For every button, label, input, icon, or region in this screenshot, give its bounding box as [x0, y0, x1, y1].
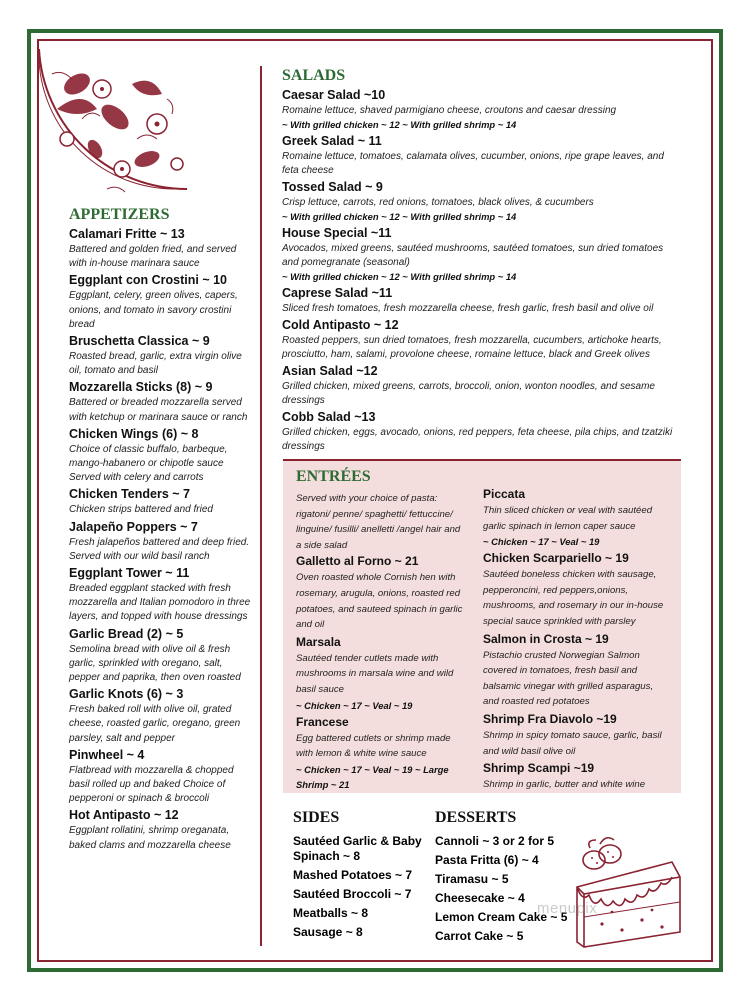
salads-section: [282, 66, 682, 455]
item-name: Francese: [296, 714, 349, 729]
dessert-item: Tiramasu ~ 5: [435, 872, 509, 886]
item-desc: Roasted bread, garlic, extra virgin olive oil, tomato and basil: [69, 351, 242, 377]
item-options: ~ Chicken ~ 17 ~ Veal ~ 19: [296, 699, 413, 711]
menu-item: [69, 226, 254, 271]
dessert-item: Cheesecake ~ 4: [435, 891, 525, 905]
menu-item: [296, 634, 468, 713]
item-desc: Grilled chicken, eggs, avocado, onions, red peppers, feta cheese, pila chips, and tzatziki dressings: [282, 427, 673, 452]
menu-item: [483, 486, 671, 549]
dessert-item: Carrot Cake ~ 5: [435, 929, 524, 943]
desserts-section: [435, 808, 598, 948]
item-desc: Egg battered cutlets or shrimp made with lemon & white wine sauce: [296, 732, 451, 760]
dessert-item: Lemon Cream Cake ~ 5: [435, 910, 568, 924]
item-desc: Thin sliced chicken or veal with sautéed garlic spinach in lemon caper sauce: [483, 505, 653, 532]
item-name: Calamari Fritte ~ 13: [69, 227, 185, 241]
item-desc: Avocados, mixed greens, sautéed mushrooms, sautéed tomatoes, sun dried tomatoes and pomegranate (seasonal): [282, 243, 664, 268]
menu-item: [282, 133, 682, 178]
entrees-right-column: [483, 486, 671, 794]
item-desc: Fresh baked roll with olive oil, grated cheese, roasted garlic, oregano, green parsley, salt and pepper: [69, 704, 241, 744]
item-desc: Sliced fresh tomatoes, fresh mozzarella cheese, fresh garlic, fresh basil and olive oil: [282, 303, 654, 314]
menu-item: [483, 711, 671, 759]
item-desc: Pistachio crusted Norwegian Salmon covered in tomatoes, fresh basil and balsamic vinegar with grilled asparagus, and roasted red potatoes: [483, 649, 654, 708]
item-options: ~ Chicken ~ 17 ~ Veal ~ 19: [483, 536, 600, 548]
menu-item: [296, 714, 468, 792]
menu-item: [69, 565, 254, 625]
item-name: Shrimp Scampi ~19: [483, 761, 595, 776]
cake-slice-icon: [572, 832, 687, 952]
item-desc: Shrimp in garlic, butter and white wine: [483, 779, 646, 791]
desserts-heading: DESSERTS: [435, 809, 517, 826]
item-name: Tossed Salad ~ 9: [282, 180, 383, 194]
side-item: Mashed Potatoes ~ 7: [293, 868, 413, 882]
menu-item: [282, 87, 682, 132]
item-name: Piccata: [483, 487, 526, 501]
menu-item: [282, 317, 682, 362]
item-name: Garlic Knots (6) ~ 3: [69, 687, 184, 702]
side-item: Sausage ~ 8: [293, 925, 363, 939]
menu-item: [69, 272, 254, 332]
item-desc: Choice of classic buffalo, barbeque, mango-habanero or chipotle sauce Served with celery and carrots: [69, 443, 228, 484]
item-desc: Sautéed boneless chicken with sausage, pepperoncini, red peppers,onions, mushrooms, and rosemary in our in-house special sauce sprinkled with parsley: [483, 569, 664, 627]
item-name: Greek Salad ~ 11: [282, 134, 382, 148]
item-desc: Eggplant, celery, green olives, capers, onions, and tomato in savory crostini bread: [69, 290, 238, 330]
item-desc: Breaded eggplant stacked with fresh mozzarella and Italian pomodoro in three layers, and topped with house dressings: [69, 583, 251, 623]
entrees-section: [283, 459, 681, 793]
item-name: Mozzarella Sticks (8) ~ 9: [69, 380, 213, 395]
menu-item: [282, 179, 682, 224]
item-desc: Battered or breaded mozzarella served with ketchup or marinara sauce or ranch: [69, 397, 248, 423]
menu-item: [69, 379, 254, 424]
item-name: Cold Antipasto ~ 12: [282, 318, 399, 332]
item-name: Shrimp Fra Diavolo ~19: [483, 711, 617, 726]
entrees-left-column: [296, 491, 468, 793]
menu-item: [69, 519, 254, 564]
item-name: Salmon in Crosta ~ 19: [483, 631, 609, 646]
menu-item: [483, 550, 671, 629]
menu-item: [69, 626, 254, 686]
item-name: Galletto al Forno ~ 21: [296, 554, 419, 569]
watermark: menupix: [537, 900, 598, 917]
item-desc: Eggplant rollatini, shrimp oreganata, baked clams and mozzarella cheese: [69, 825, 231, 851]
column-divider: [260, 66, 262, 946]
item-name: House Special ~11: [282, 226, 392, 240]
appetizers-section: [69, 205, 254, 854]
appetizers-heading: APPETIZERS: [69, 206, 170, 223]
menu-item: [296, 553, 468, 632]
item-desc: Oven roasted whole Cornish hen with rosemary, arugula, onions, roasted red potatoes, and sauteed spinach in garlic and oil: [296, 572, 463, 631]
menu-item: [69, 486, 254, 517]
side-item: Sautéed Broccoli ~ 7: [293, 887, 412, 901]
menu-item: [483, 631, 671, 710]
item-desc: Chicken strips battered and fried: [69, 504, 213, 516]
dessert-item: Pasta Fritta (6) ~ 4: [435, 853, 539, 867]
item-name: Garlic Bread (2) ~ 5: [69, 626, 184, 641]
item-desc: Romaine lettuce, tomatoes, calamata olives, cucumber, onions, ripe grape leaves, and feta cheese: [282, 151, 664, 176]
sides-heading: SIDES: [293, 809, 340, 826]
salads-heading: SALADS: [282, 67, 346, 84]
side-item: Meatballs ~ 8: [293, 906, 369, 920]
dessert-item: Cannoli ~ 3 or 2 for 5: [435, 834, 555, 848]
item-name: Marsala: [296, 634, 341, 649]
item-name: Caprese Salad ~11: [282, 286, 393, 300]
item-desc: Roasted peppers, sun dried tomatoes, fresh mozzarella, cucumbers, artichoke hearts, prosciutto, ham, salami, provolone cheese, romaine lettuce, black and Greek olives: [282, 335, 662, 360]
item-options: ~ With grilled chicken ~ 12 ~ With grilled shrimp ~ 14: [282, 211, 517, 222]
menu-item: [483, 760, 671, 793]
item-name: Eggplant con Crostini ~ 10: [69, 273, 228, 288]
menu-item: [69, 807, 254, 852]
item-name: Chicken Tenders ~ 7: [69, 487, 190, 502]
item-desc: Romaine lettuce, shaved parmigiano cheese, croutons and caesar dressing: [282, 105, 617, 116]
item-desc: Grilled chicken, mixed greens, carrots, broccoli, onion, wonton noodles, and sesame dressings: [282, 381, 655, 406]
item-desc: Shrimp in spicy tomato sauce, garlic, basil and wild basil olive oil: [483, 729, 662, 757]
item-desc: Semolina bread with olive oil & fresh garlic, sprinkled with oregano, salt, pepper and paprika, then oven roasted: [69, 643, 241, 684]
item-name: Cobb Salad ~13: [282, 410, 376, 424]
menu-item: [282, 225, 682, 284]
salad-bowl-icon: [37, 39, 197, 199]
menu-item: [69, 333, 254, 378]
item-name: Bruschetta Classica ~ 9: [69, 334, 210, 349]
item-name: Caesar Salad ~10: [282, 88, 386, 102]
entrees-heading: ENTRÉES: [296, 468, 371, 485]
item-name: Hot Antipasto ~ 12: [69, 808, 179, 823]
item-desc: Fresh jalapeños battered and deep fried. Served with our wild basil ranch: [69, 536, 250, 562]
item-options: ~ With grilled chicken ~ 12 ~ With grilled shrimp ~ 14: [282, 271, 517, 282]
sides-section: [293, 808, 423, 944]
item-name: Jalapeño Poppers ~ 7: [69, 519, 198, 534]
menu-item: [69, 747, 254, 807]
side-item: Sautéed Garlic & Baby Spinach ~ 8: [293, 834, 422, 863]
item-desc: Crisp lettuce, carrots, red onions, tomatoes, black olives, & cucumbers: [282, 197, 594, 208]
item-name: Chicken Scarpariello ~ 19: [483, 551, 629, 566]
menu-item: [282, 409, 682, 454]
item-desc: Battered and golden fried, and served with in-house marinara sauce: [69, 244, 237, 270]
item-desc: Flatbread with mozzarella & chopped basil rolled up and baked Choice of pepperoni or spinach & broccoli: [69, 764, 234, 805]
item-options: ~ With grilled chicken ~ 12 ~ With grilled shrimp ~ 14: [282, 119, 517, 130]
item-name: Eggplant Tower ~ 11: [69, 566, 190, 581]
menu-item: [282, 363, 682, 408]
menu-item: [69, 426, 254, 486]
menu-item: [282, 285, 682, 316]
menu-item: [69, 686, 254, 746]
item-name: Pinwheel ~ 4: [69, 747, 145, 762]
item-desc: Sautéed tender cutlets made with mushrooms in marsala wine and wild basil sauce: [296, 652, 454, 695]
item-name: Chicken Wings (6) ~ 8: [69, 426, 199, 441]
entrees-intro: Served with your choice of pasta: rigatoni/ penne/ spaghetti/ fettuccine/ linguine/ fusilli/ anelletti /angel hair and a side salad: [296, 493, 461, 551]
item-name: Asian Salad ~12: [282, 364, 378, 378]
item-options: ~ Chicken ~ 17 ~ Veal ~ 19 ~ Large Shrimp ~ 21: [296, 763, 449, 790]
